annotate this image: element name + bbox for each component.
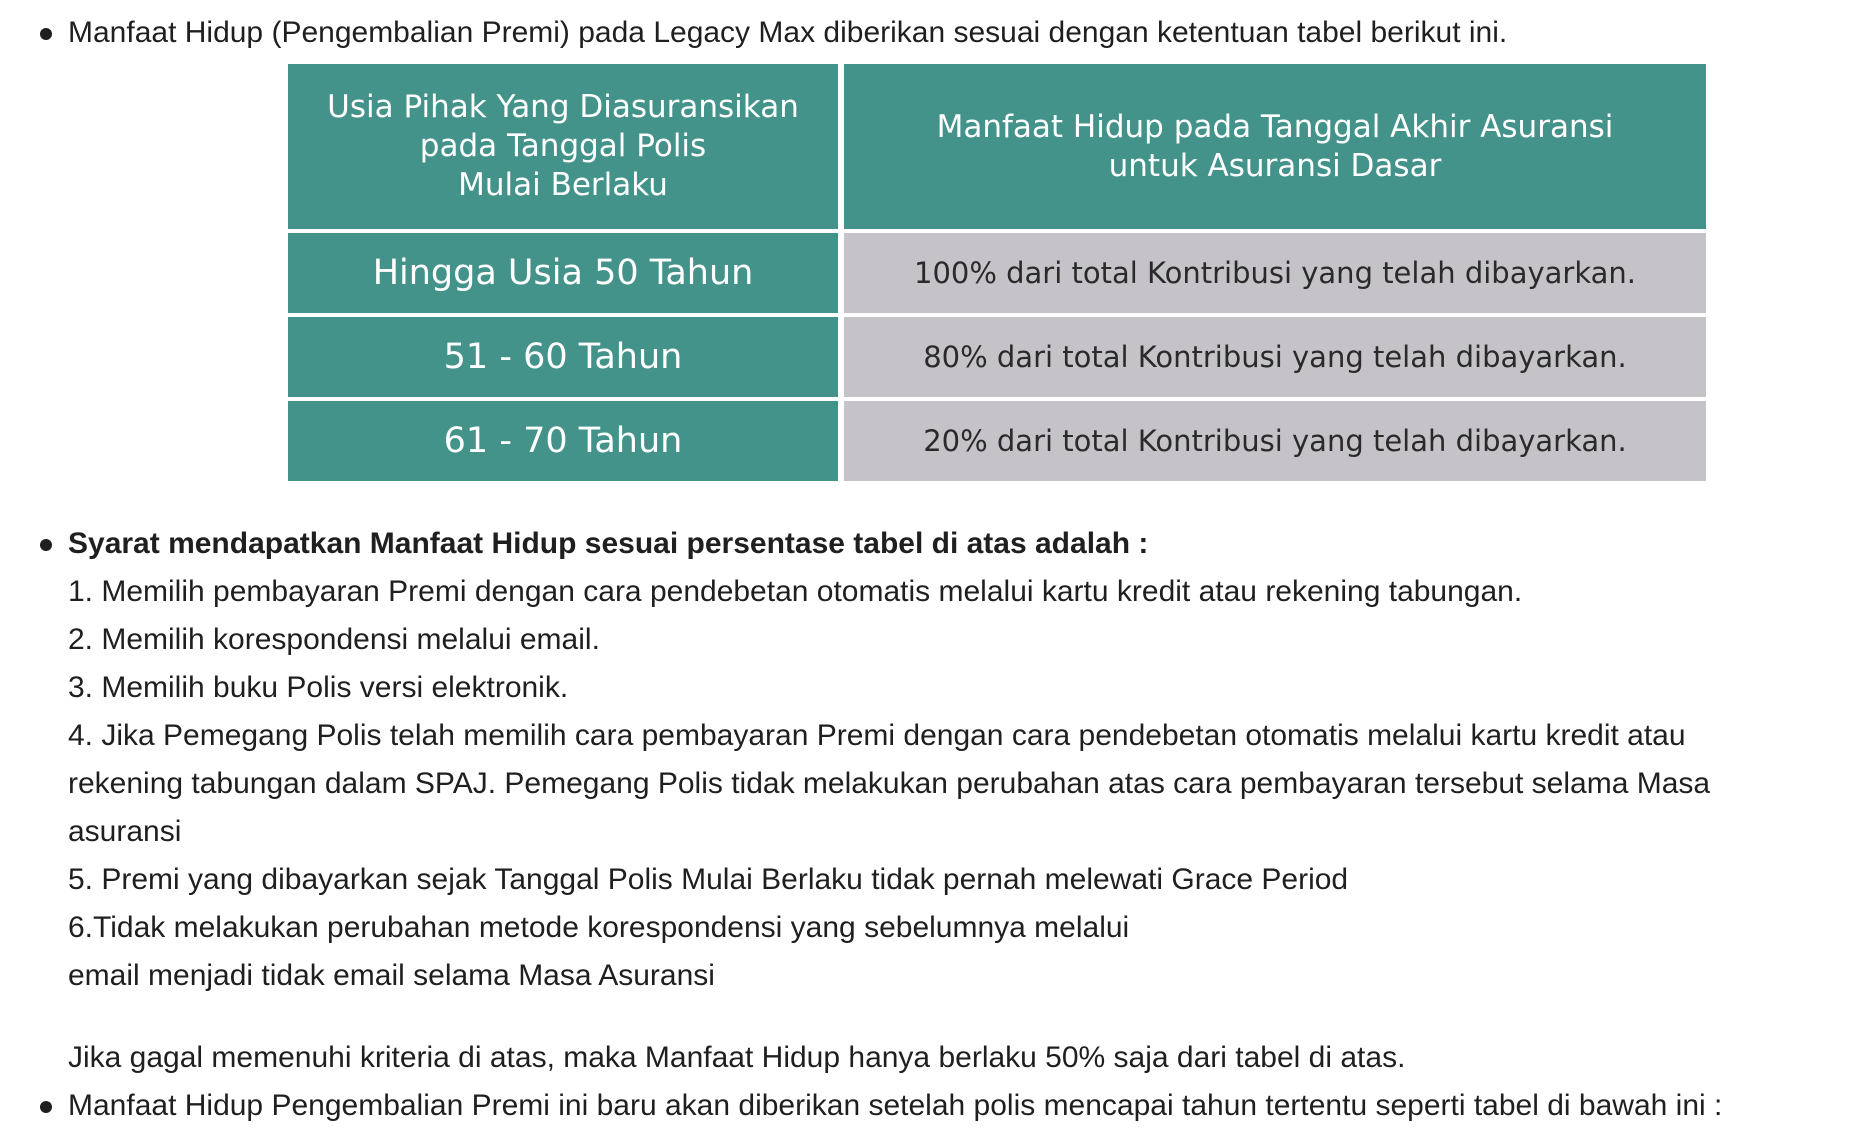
requirement-item: 5. Premi yang dibayarkan sejak Tanggal Polis Mulai Berlaku tidak pernah melewati Grace Period — [68, 863, 1349, 896]
benefit-table — [288, 64, 1706, 481]
last-bullet-text: Manfaat Hidup Pengembalian Premi ini baru akan diberikan setelah polis mencapai tahun tertentu seperti tabel di bawah ini : — [68, 1089, 1723, 1122]
table-cell-benefit: 80% dari total Kontribusi yang telah dibayarkan. — [844, 317, 1706, 397]
fail-note: Jika gagal memenuhi kriteria di atas, maka Manfaat Hidup hanya berlaku 50% saja dari tabel di atas. — [68, 1041, 1406, 1074]
requirement-item: rekening tabungan dalam SPAJ. Pemegang Polis tidak melakukan perubahan atas cara pembayaran tersebut selama Masa — [68, 767, 1711, 800]
table-cell-age: 61 - 70 Tahun — [288, 401, 838, 481]
requirements-heading: Syarat mendapatkan Manfaat Hidup sesuai persentase tabel di atas adalah : — [68, 527, 1149, 560]
requirement-item: 1. Memilih pembayaran Premi dengan cara pendebetan otomatis melalui kartu kredit atau rekening tabungan. — [68, 575, 1523, 608]
intro-bullet-text: Manfaat Hidup (Pengembalian Premi) pada Legacy Max diberikan sesuai dengan ketentuan tabel berikut ini. — [68, 16, 1508, 49]
requirement-item: email menjadi tidak email selama Masa Asuransi — [68, 959, 715, 992]
requirement-item: 3. Memilih buku Polis versi elektronik. — [68, 671, 569, 704]
table-cell-age: Hingga Usia 50 Tahun — [288, 233, 838, 313]
bullet-dot — [40, 539, 52, 551]
table-header-age-label: Usia Pihak Yang Diasuransikan pada Tanggal Polis Mulai Berlaku — [327, 89, 799, 203]
requirement-item: 6.Tidak melakukan perubahan metode korespondensi yang sebelumnya melalui — [68, 911, 1130, 944]
table-cell-age: 51 - 60 Tahun — [288, 317, 838, 397]
requirement-item: 2. Memilih korespondensi melalui email. — [68, 623, 600, 656]
table-cell-benefit: 100% dari total Kontribusi yang telah dibayarkan. — [844, 233, 1706, 313]
table-header-benefit — [844, 64, 1706, 229]
table-header-age — [288, 64, 838, 229]
requirement-item: asuransi — [68, 815, 182, 848]
requirement-item: 4. Jika Pemegang Polis telah memilih cara pembayaran Premi dengan cara pendebetan otomatis melalui kartu kredit atau — [68, 719, 1686, 752]
bullet-dot — [40, 1101, 52, 1113]
bullet-dot — [40, 28, 52, 40]
table-cell-benefit: 20% dari total Kontribusi yang telah dibayarkan. — [844, 401, 1706, 481]
table-header-benefit-label: Manfaat Hidup pada Tanggal Akhir Asuransi untuk Asuransi Dasar — [936, 108, 1614, 184]
